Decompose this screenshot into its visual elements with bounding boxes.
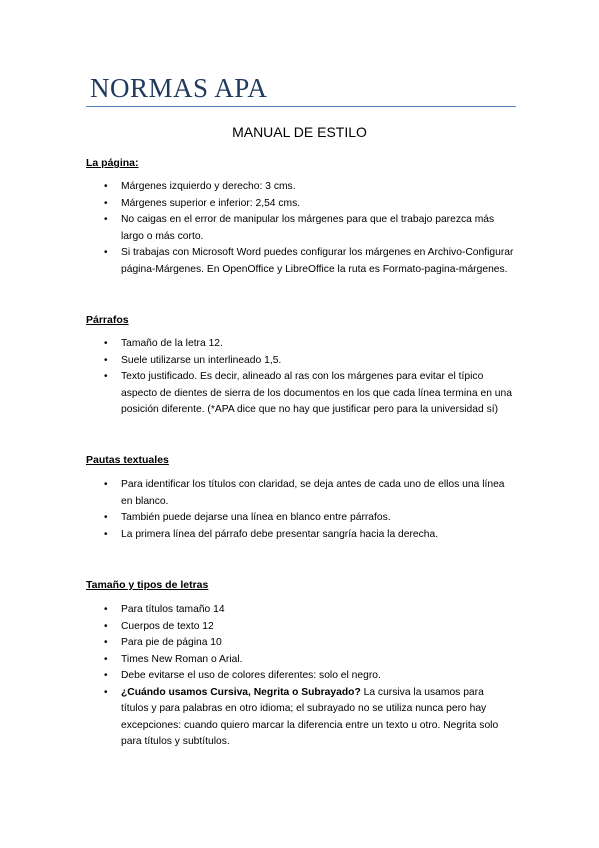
- list-item-text: Para identificar los títulos con claridad, se deja antes de cada uno de ellos una línea en blanco.: [121, 479, 505, 507]
- list-item-text: Tamaño de la letra 12.: [121, 338, 223, 349]
- list-item: [104, 336, 514, 353]
- list-item: [104, 477, 514, 510]
- list-item: [104, 635, 514, 652]
- title-underline-rule: [86, 106, 516, 107]
- list-item-text: Para títulos tamaño 14: [121, 604, 225, 615]
- bullet-icon: •: [104, 479, 108, 490]
- list-item-text: Para pie de página 10: [121, 637, 222, 648]
- list-item-text: Cuerpos de texto 12: [121, 620, 214, 632]
- list-item-text: Texto justificado. Es decir, alineado al ras con los márgenes para evitar el típico aspecto de dientes de sierra de los documentos en los que cada línea termina en una posición diferente. (*APA dice que no hay que justificar pero para la universidad sí): [121, 371, 512, 415]
- list-item-text: No caigas en el error de manipular los márgenes para que el trabajo parezca más largo o más corto.: [121, 214, 495, 242]
- bullet-icon: •: [104, 653, 108, 665]
- list-item-text: Suele utilizarse un interlineado 1,5.: [121, 354, 282, 366]
- list-item: [104, 353, 514, 370]
- bullet-icon: •: [104, 512, 108, 523]
- list-la-pagina: [104, 179, 514, 278]
- document-subtitle: MANUAL DE ESTILO: [232, 124, 367, 140]
- section-heading-pautas-textuales: Pautas textuales: [86, 454, 169, 466]
- list-parrafos: [104, 336, 514, 419]
- document-title: NORMAS APA: [90, 73, 268, 103]
- bullet-icon: •: [104, 637, 108, 648]
- list-item-text: Debe evitarse el uso de colores diferentes: solo el negro.: [121, 670, 381, 681]
- list-item-bold-lead: ¿Cuándo usamos Cursiva, Negrita o Subrayado?: [121, 686, 361, 698]
- bullet-icon: •: [104, 354, 108, 366]
- bullet-icon: •: [104, 686, 108, 698]
- bullet-icon: •: [104, 604, 108, 615]
- bullet-icon: •: [104, 620, 108, 632]
- list-pautas-textuales: [104, 477, 514, 543]
- bullet-icon: •: [104, 214, 108, 225]
- list-item-text: Si trabajas con Microsoft Word puedes configurar los márgenes en Archivo-Configurar página-Márgenes. En OpenOffice y LibreOffice la ruta es Formato-pagina-márgenes.: [121, 247, 514, 275]
- list-item: [104, 369, 514, 419]
- list-item-text: También puede dejarse una línea en blanco entre párrafos.: [121, 512, 391, 523]
- list-item-text: La cursiva la usamos para títulos y para palabras en otro idioma; el subrayado no se utiliza nunca pero hay excepciones: cuando quiero marcar la diferencia entre un texto u otro. Negrita solo para títulos y subtítulos.: [121, 686, 499, 747]
- list-item: [104, 196, 514, 213]
- list-item-text: Márgenes superior e inferior: 2,54 cms.: [121, 197, 301, 209]
- list-item: [104, 685, 514, 751]
- bullet-icon: •: [104, 247, 108, 258]
- list-tamano-tipos-letras: [104, 602, 514, 751]
- list-item: [104, 179, 514, 196]
- bullet-icon: •: [104, 371, 108, 382]
- list-item: [104, 510, 514, 527]
- list-item: [104, 652, 514, 669]
- bullet-icon: •: [104, 181, 108, 192]
- list-item: [104, 527, 514, 544]
- section-heading-parrafos: Párrafos: [86, 314, 129, 326]
- bullet-icon: •: [104, 528, 108, 540]
- list-item: [104, 245, 514, 278]
- bullet-icon: •: [104, 670, 108, 681]
- section-heading-tamano-tipos-letras: Tamaño y tipos de letras: [86, 579, 209, 591]
- list-item-text: Times New Roman o Arial.: [121, 653, 243, 665]
- list-item: [104, 212, 514, 245]
- list-item-text: La primera línea del párrafo debe presentar sangría hacia la derecha.: [121, 528, 439, 540]
- list-item: [104, 668, 514, 685]
- bullet-icon: •: [104, 197, 108, 209]
- list-item: [104, 619, 514, 636]
- bullet-icon: •: [104, 338, 108, 349]
- section-heading-la-pagina: La página:: [86, 157, 139, 169]
- list-item: [104, 602, 514, 619]
- list-item-text: Márgenes izquierdo y derecho: 3 cms.: [121, 181, 296, 192]
